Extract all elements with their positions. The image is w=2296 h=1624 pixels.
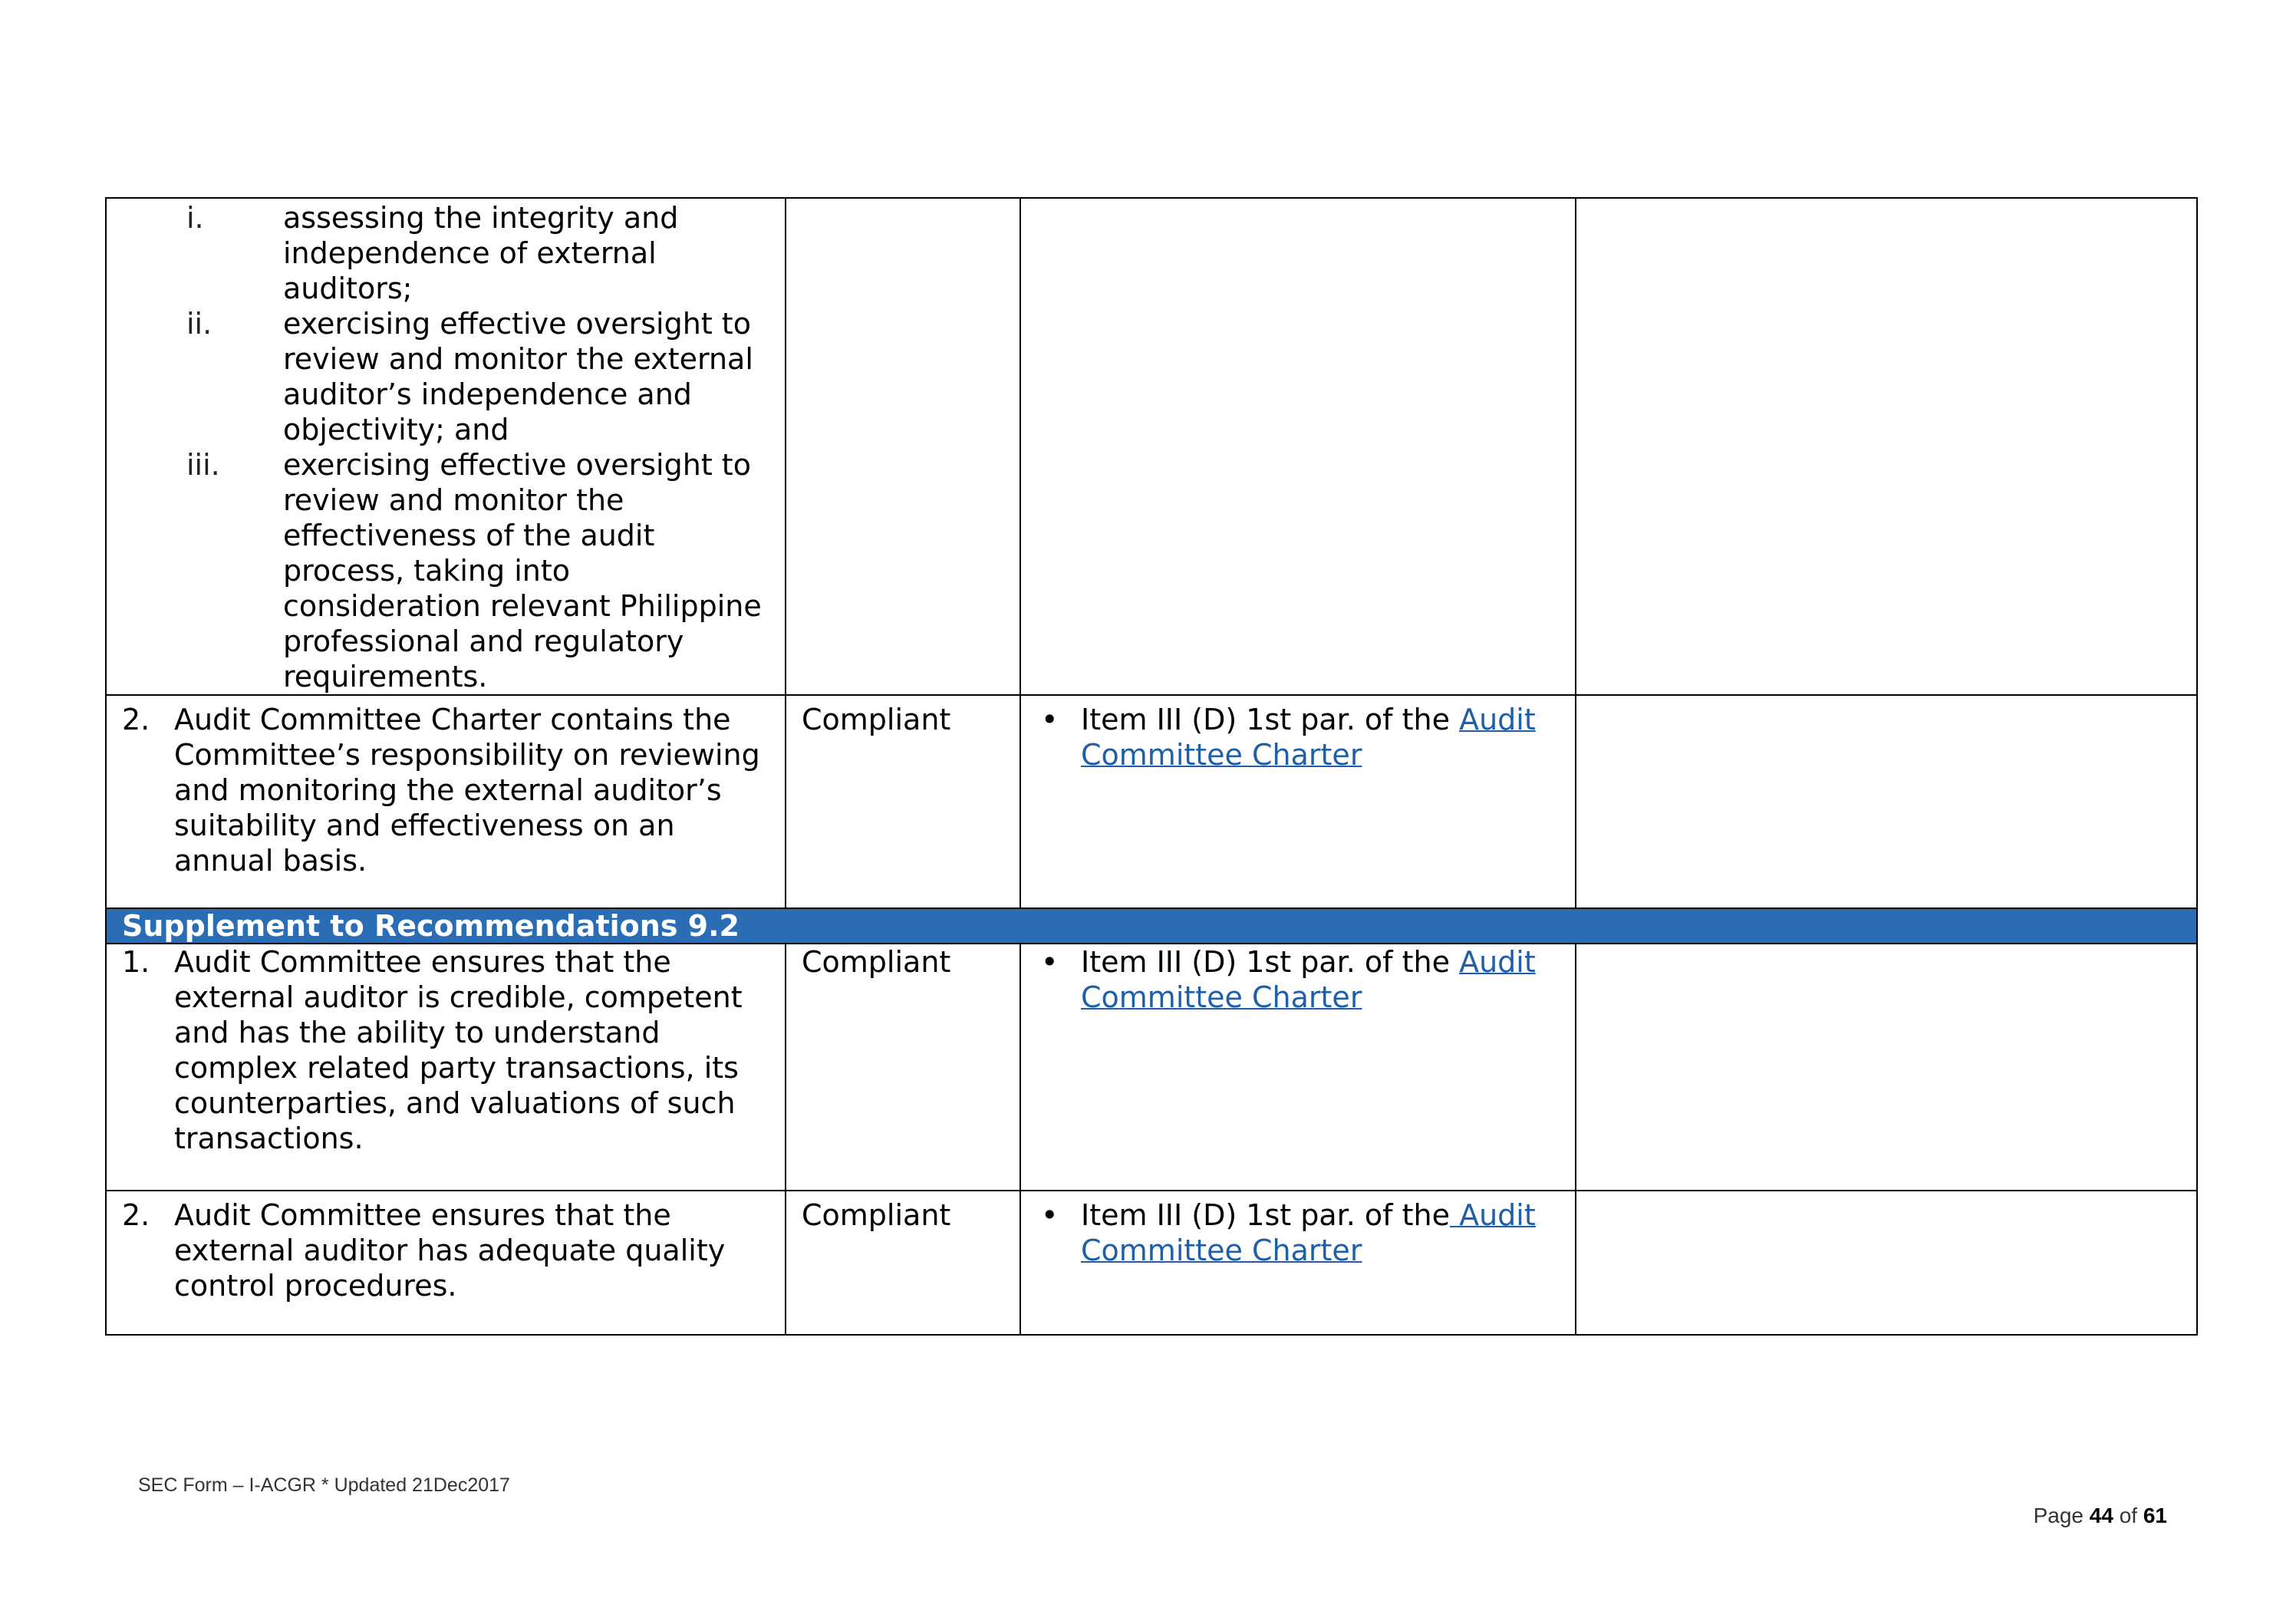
page-number: 44 — [2089, 1504, 2113, 1527]
status-text: Compliant — [802, 1198, 951, 1232]
explanation-cell — [1020, 695, 1576, 908]
recommendation-cell — [106, 695, 786, 908]
table-row — [106, 1191, 2197, 1335]
recommendation-text: Audit Committee ensures that the external auditor is credible, competent and has the ability to understand complex related party transactions, its counterparties, and valuations of such transactions. — [174, 945, 743, 1155]
list-marker: i. — [186, 201, 204, 235]
explanation-text: Item III (D) 1st par. of the — [1081, 703, 1460, 736]
audit-committee-charter-link[interactable]: Audit Committee Charter — [1081, 703, 1536, 772]
audit-committee-charter-link[interactable]: Audit Committee Charter — [1081, 1198, 1536, 1267]
notes-cell — [1576, 944, 2197, 1191]
list-item-text: exercising effective oversight to review and monitor the effectiveness of the audit process, taking into consideration relevant Philippine professional and regulatory requirements. — [283, 448, 762, 693]
recommendation-cell — [106, 1191, 786, 1335]
list-item-text: assessing the integrity and independence of external auditors; — [283, 201, 679, 305]
page-number-footer — [2034, 1504, 2167, 1528]
notes-cell — [1576, 695, 2197, 908]
list-item — [122, 200, 769, 306]
row-number: 2. — [122, 703, 150, 736]
status-text: Compliant — [802, 703, 951, 736]
explanation-cell — [1020, 1191, 1576, 1335]
page-total: 61 — [2143, 1504, 2167, 1527]
form-footer-label: SEC Form – I-ACGR * Updated 21Dec2017 — [138, 1474, 510, 1496]
status-cell — [786, 1191, 1020, 1335]
audit-committee-charter-link[interactable]: Audit Committee Charter — [1081, 945, 1536, 1014]
recommendation-cell — [106, 198, 786, 695]
list-item-text: exercising effective oversight to review and monitor the external auditor’s independence and objectivity; and — [283, 307, 753, 446]
status-text: Compliant — [802, 945, 951, 979]
notes-cell — [1576, 198, 2197, 695]
explanation-text: Item III (D) 1st par. of the — [1081, 1198, 1450, 1232]
section-header-row — [106, 908, 2197, 944]
recommendation-text: Audit Committee ensures that the external auditor has adequate quality control procedures. — [174, 1198, 726, 1303]
explanation-text: Item III (D) 1st par. of the — [1081, 945, 1460, 979]
explanation-cell — [1020, 198, 1576, 695]
list-marker: iii. — [186, 448, 220, 482]
row-number: 2. — [122, 1198, 150, 1232]
section-header — [106, 908, 2197, 944]
of-word: of — [2119, 1504, 2138, 1527]
recommendation-text: Audit Committee Charter contains the Committee’s responsibility on reviewing and monitoring the external auditor’s suitability and effectiveness on an annual basis. — [174, 703, 760, 878]
list-item — [122, 306, 769, 447]
table-row — [106, 944, 2197, 1191]
notes-cell — [1576, 1191, 2197, 1335]
recommendation-cell — [106, 944, 786, 1191]
bullet-icon: • — [1041, 1198, 1059, 1232]
explanation-cell — [1020, 944, 1576, 1191]
status-cell — [786, 944, 1020, 1191]
list-marker: ii. — [186, 307, 212, 341]
list-item — [122, 447, 769, 694]
page-word: Page — [2033, 1504, 2084, 1527]
row-number: 1. — [122, 945, 150, 979]
section-header-text: Supplement to Recommendations 9.2 — [122, 909, 740, 943]
table-row — [106, 695, 2197, 908]
status-cell — [786, 695, 1020, 908]
status-cell — [786, 198, 1020, 695]
bullet-icon: • — [1041, 703, 1059, 736]
compliance-table — [105, 197, 2198, 1336]
bullet-icon: • — [1041, 945, 1059, 979]
table-row — [106, 198, 2197, 695]
